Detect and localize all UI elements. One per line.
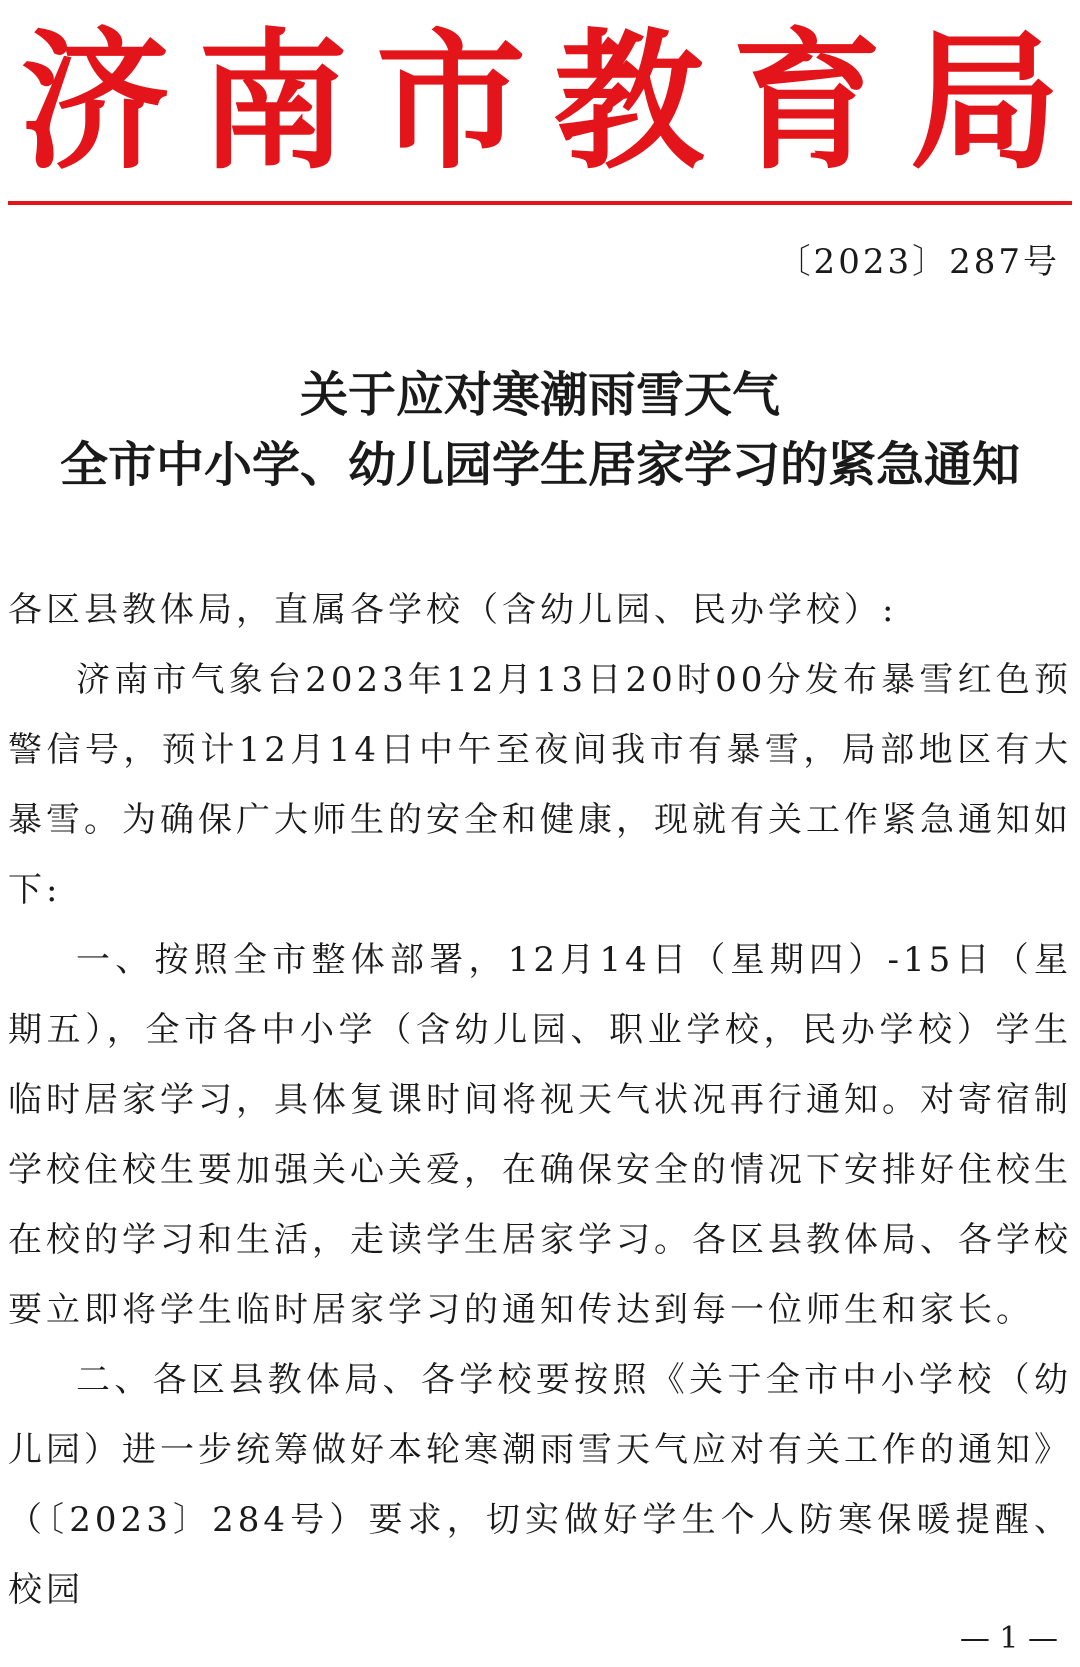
- document-body: [8, 575, 1072, 1625]
- body-paragraph: 济南市气象台2023年12月13日20时00分发布暴雪红色预警信号，预计12月14日中午至夜间我市有暴雪，局部地区有大暴雪。为确保广大师生的安全和健康，现就有关工作紧急通知如下:: [8, 660, 1072, 910]
- salutation: 各区县教体局，直属各学校（含幼儿园、民办学校）:: [8, 590, 898, 630]
- document-title: [0, 360, 1080, 500]
- header-divider: [8, 201, 1072, 205]
- agency-char: 教: [553, 14, 704, 190]
- document-number: 〔2023〕287号: [776, 242, 1060, 282]
- body-paragraph: 二、各区县教体局、各学校要按照《关于全市中小学校（幼儿园）进一步统筹做好本轮寒潮雨雪天气应对有关工作的通知》（〔2023〕284号）要求，切实做好学生个人防寒保暖提醒、校园: [8, 1360, 1072, 1610]
- title-line-1: 关于应对寒潮雨雪天气: [299, 367, 780, 423]
- body-paragraph: 一、按照全市整体部署，12月14日（星期四）-15日（星期五），全市各中小学（含幼儿园、职业学校，民办学校）学生临时居家学习，具体复课时间将视天气状况再行通知。对寄宿制学校住校生要加强关心关爱，在确保安全的情况下安排好住校生在校的学习和生活，走读学生居家学习。各区县教体局、各学校要立即将学生临时居家学习的通知传达到每一位师生和家长。: [8, 940, 1072, 1330]
- agency-char: 市: [375, 14, 526, 190]
- agency-header: [0, 14, 1080, 190]
- agency-char: 南: [197, 14, 348, 190]
- page-number: — 1 —: [959, 1621, 1058, 1656]
- agency-char: 育: [731, 14, 882, 190]
- agency-char: 济: [20, 14, 171, 190]
- agency-char: 局: [909, 14, 1060, 190]
- title-line-2: 全市中小学、幼儿园学生居家学习的紧急通知: [59, 437, 1020, 493]
